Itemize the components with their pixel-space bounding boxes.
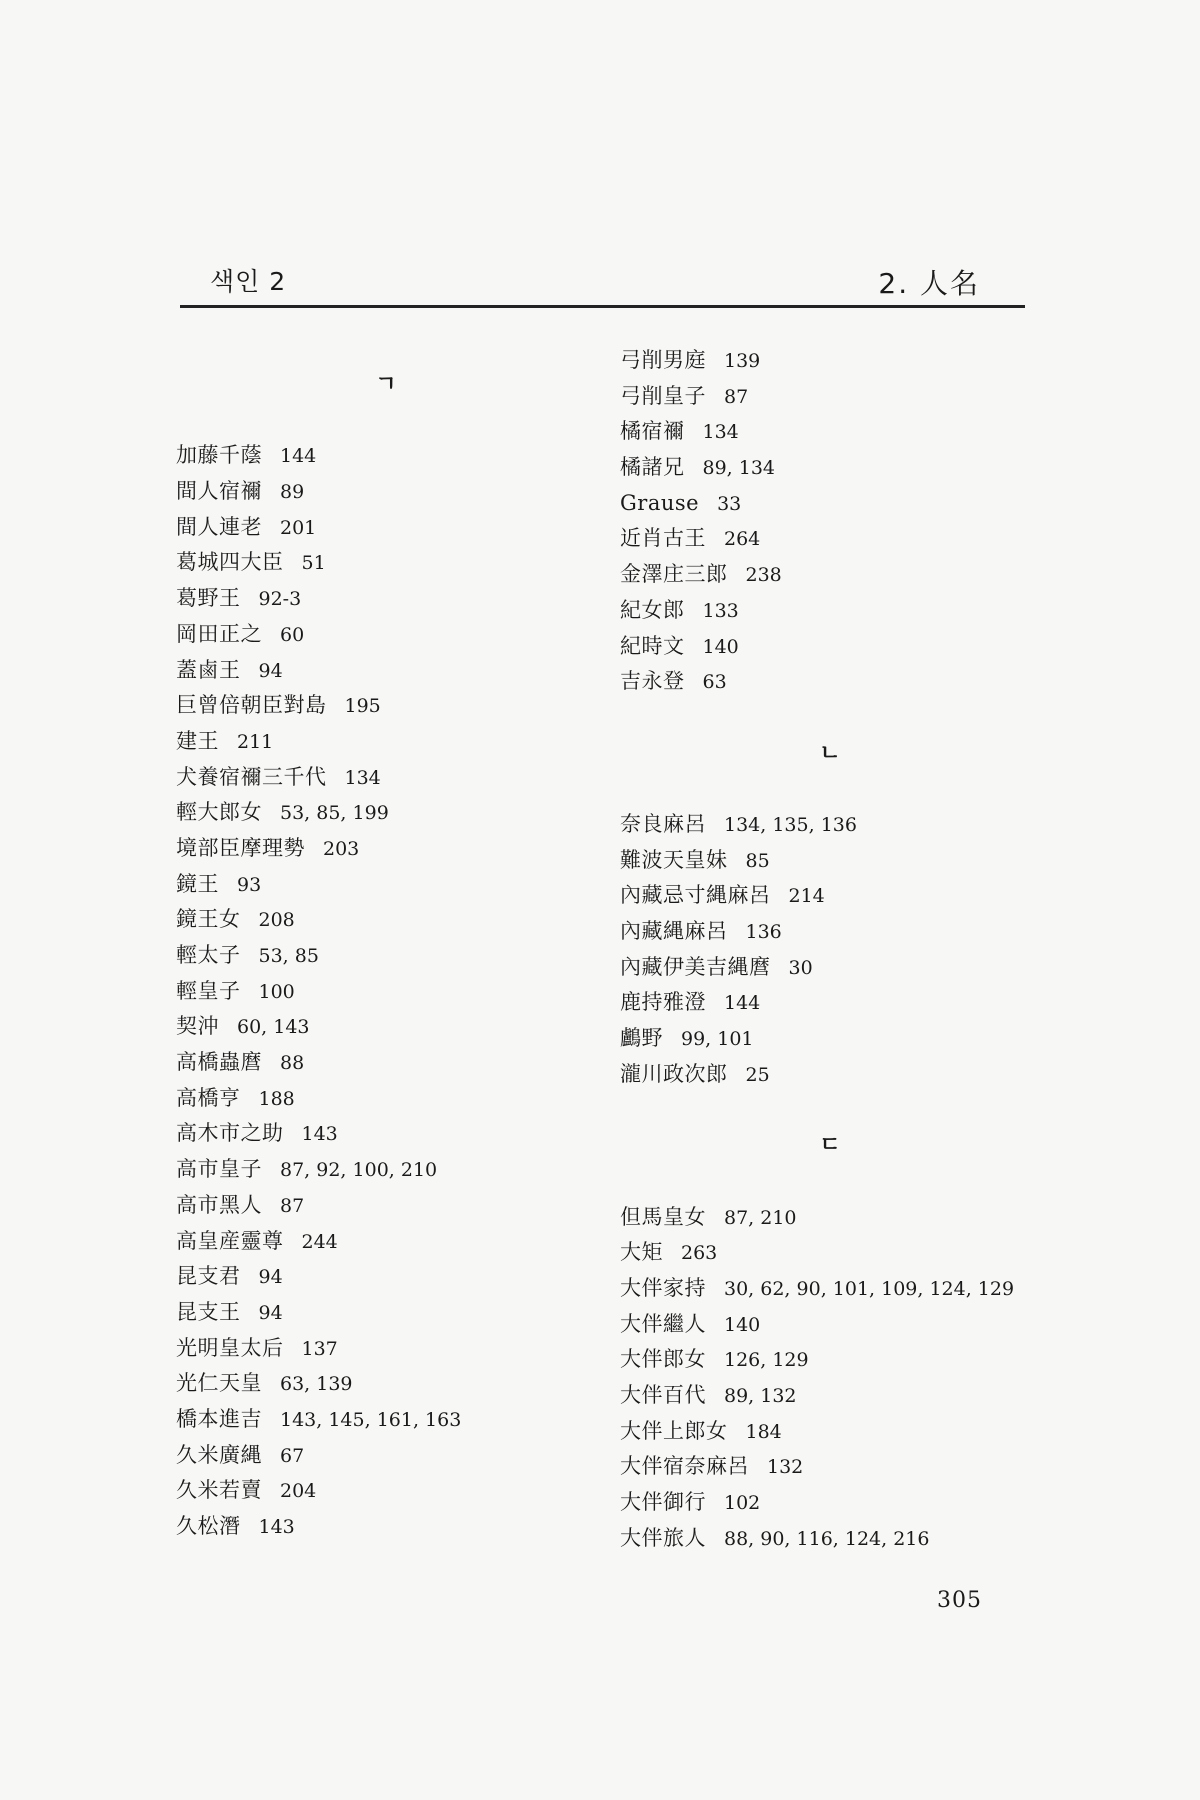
entry-name: 高皇産靈尊 [176,1228,284,1253]
index-entry [176,1152,596,1188]
entry-pages: 89, 134 [702,457,776,480]
entry-name: 鹿持雅澄 [620,990,706,1015]
entry-name: 吉永登 [620,669,685,694]
index-entry [620,486,1040,522]
page-number: 305 [937,1588,982,1613]
entry-pages: 30 [788,956,813,979]
index-entry [176,902,596,938]
index-entry [176,760,596,796]
index-entry [176,1081,596,1117]
entry-name: 光仁天皇 [176,1371,262,1396]
index-entry [620,557,1040,593]
index-entry [176,1473,596,1509]
entry-pages: 203 [323,837,360,860]
entry-pages: 244 [301,1230,338,1253]
entry-pages: 134 [702,421,739,444]
index-entry [176,510,596,546]
entry-pages: 140 [702,635,739,658]
entry-pages: 94 [258,659,283,682]
entry-pages: 87, 210 [724,1206,797,1229]
index-entry [176,938,596,974]
entry-name: 橘諸兄 [620,455,685,480]
entry-pages: 263 [681,1242,718,1265]
entry-pages: 188 [258,1087,295,1110]
entry-pages: 99, 101 [681,1028,754,1051]
index-entry [176,545,596,581]
entry-pages: 208 [258,909,295,932]
entry-name: 鏡王 [176,871,219,896]
index-entry [176,617,596,653]
right-entry-list-g [620,343,1040,700]
entry-pages: 63 [702,671,727,694]
index-entry [176,831,596,867]
entry-name: 高市皇子 [176,1157,262,1182]
index-entry [620,379,1040,415]
index-entry [176,1402,596,1438]
section-heading-g: ㄱ [375,372,397,397]
index-entry [176,1259,596,1295]
running-header-right: 2. 人名 [878,267,980,300]
entry-pages: 88 [280,1052,305,1075]
index-entry [620,914,1040,950]
entry-pages: 144 [280,445,317,468]
entry-pages: 126, 129 [724,1349,809,1372]
entry-name: 近肖古王 [620,526,706,551]
entry-name: 境部臣摩理勢 [176,835,305,860]
entry-pages: 136 [745,921,782,943]
entry-pages: 139 [724,350,761,372]
index-entry [176,1009,596,1045]
entry-pages: 60 [280,623,305,646]
entry-pages: 264 [724,528,761,551]
entry-name: 高橋蟲麿 [176,1050,262,1075]
entry-name: 大伴旅人 [620,1525,706,1550]
entry-pages: 201 [280,516,317,539]
entry-name: 弓削男庭 [620,348,706,372]
entry-name: 建王 [176,728,219,753]
entry-pages: 30, 62, 90, 101, 109, 124, 129 [724,1277,1015,1300]
entry-pages: 53, 85, 199 [280,802,389,825]
entry-name: 蓋鹵王 [176,657,241,682]
index-entry [176,1224,596,1260]
section-heading-n: ㄴ [819,740,841,766]
index-entry [176,581,596,617]
index-entry [620,1414,1040,1450]
entry-name: 昆支王 [176,1299,241,1324]
entry-name: 岡田正之 [176,621,262,646]
index-entry [176,1366,596,1402]
entry-name: 大伴郎女 [620,1347,706,1372]
index-entry [620,664,1040,700]
entry-pages: 195 [344,695,381,718]
section-spacer [620,1092,1040,1128]
entry-name: 大伴繼人 [620,1311,706,1336]
entry-name: 間人宿禰 [176,479,262,504]
index-entry [176,438,596,474]
index-entry [620,985,1040,1021]
entry-name: Grause [620,490,700,515]
entry-name: 高木市之助 [176,1121,284,1146]
index-entry [620,414,1040,450]
index-entry [620,843,1040,879]
section-spacer [620,700,1040,736]
index-entry [620,1342,1040,1378]
entry-pages: 53, 85 [258,945,319,967]
index-entry [620,593,1040,629]
index-entry [176,1331,596,1367]
entry-pages: 33 [717,492,742,515]
entry-pages: 94 [258,1266,283,1289]
left-entry-list [176,438,596,1544]
entry-pages: 134 [344,766,381,789]
index-entry [176,1045,596,1081]
entry-name: 內藏忌寸縄麻呂 [620,883,771,908]
index-entry [620,1521,1040,1557]
entry-name: 葛城四大臣 [176,550,284,575]
entry-pages: 87 [724,385,749,408]
entry-name: 輕皇子 [176,978,241,1003]
index-entry [620,1378,1040,1414]
entry-name: 犬養宿禰三千代 [176,764,327,789]
entry-pages: 143 [258,1516,295,1538]
index-entry [620,1449,1040,1485]
entry-name: 大伴宿奈麻呂 [620,1454,749,1479]
entry-pages: 63, 139 [280,1373,353,1396]
index-entry [176,1116,596,1152]
index-entry [176,474,596,510]
index-entry [176,688,596,724]
entry-pages: 184 [745,1420,782,1443]
entry-name: 輕太子 [176,943,241,967]
entry-pages: 88, 90, 116, 124, 216 [724,1527,930,1550]
entry-pages: 214 [788,885,825,908]
header-rule [180,305,1025,308]
index-entry [620,950,1040,986]
entry-name: 葛野王 [176,586,241,611]
entry-pages: 87 [280,1194,305,1217]
entry-pages: 144 [724,992,761,1015]
entry-name: 內藏縄麻呂 [620,919,728,943]
entry-name: 內藏伊美吉縄麿 [620,954,771,979]
entry-pages: 238 [745,564,782,587]
running-header-left: 색인 2 [210,267,287,296]
entry-pages: 51 [301,552,326,575]
index-entry [176,1188,596,1224]
index-entry [176,1509,596,1545]
right-index-column [620,343,1040,1556]
entry-pages: 89 [280,481,305,504]
entry-name: 橘宿禰 [620,419,685,444]
left-index-column [176,367,596,1545]
section-spacer [620,771,1040,807]
entry-name: 昆支君 [176,1264,241,1289]
index-entry [620,629,1040,665]
entry-pages: 132 [767,1456,804,1479]
entry-pages: 100 [258,980,295,1003]
entry-name: 橋本進吉 [176,1406,262,1431]
index-entry [176,1295,596,1331]
entry-pages: 60, 143 [237,1016,310,1039]
index-entry [620,450,1040,486]
index-entry [176,795,596,831]
entry-pages: 134, 135, 136 [724,813,857,836]
entry-pages: 211 [237,730,274,753]
entry-name: 金澤庄三郎 [620,562,728,587]
entry-name: 間人連老 [176,514,262,539]
index-entry [176,974,596,1010]
entry-name: 紀女郎 [620,597,685,622]
section-spacer [620,1164,1040,1200]
index-entry [620,1307,1040,1343]
section-spacer [176,403,596,439]
entry-name: 契沖 [176,1014,219,1039]
index-entry [176,724,596,760]
entry-pages: 102 [724,1492,761,1514]
index-entry [620,1200,1040,1236]
entry-pages: 85 [745,849,770,872]
right-entry-list-d [620,1200,1040,1557]
entry-name: 輕大郎女 [176,800,262,825]
index-entry [176,653,596,689]
index-entry [620,1021,1040,1057]
entry-name: 高橋亨 [176,1085,241,1110]
entry-name: 大伴上郎女 [620,1418,728,1443]
right-entry-list-n [620,807,1040,1093]
entry-pages: 140 [724,1313,761,1336]
entry-name: 奈良麻呂 [620,811,706,836]
entry-pages: 143 [301,1123,338,1146]
index-entry [620,1057,1040,1093]
entry-name: 加藤千蔭 [176,443,262,468]
index-entry [620,521,1040,557]
entry-name: 久米廣縄 [176,1442,262,1467]
section-heading-d: ㄷ [819,1133,841,1159]
entry-name: 大伴百代 [620,1382,706,1407]
index-entry [620,343,1040,379]
index-entry [620,1485,1040,1521]
entry-name: 瀧川政次郎 [620,1061,728,1086]
entry-name: 紀時文 [620,633,685,658]
entry-pages: 137 [301,1337,338,1360]
entry-pages: 94 [258,1301,283,1324]
entry-pages: 204 [280,1480,317,1503]
entry-name: 巨曾倍朝臣對島 [176,693,327,718]
index-entry [620,878,1040,914]
entry-name: 久米若賣 [176,1478,262,1503]
entry-pages: 25 [745,1063,770,1086]
entry-name: 久松潛 [176,1514,241,1538]
entry-pages: 93 [237,873,262,896]
entry-name: 鏡王女 [176,907,241,932]
entry-pages: 92-3 [258,588,302,611]
index-entry [176,867,596,903]
entry-name: 大伴家持 [620,1275,706,1300]
index-entry [620,1271,1040,1307]
entry-name: 但馬皇女 [620,1204,706,1229]
entry-name: 難波天皇妹 [620,847,728,872]
index-entry [620,807,1040,843]
entry-name: 高市黑人 [176,1192,262,1217]
entry-name: 光明皇太后 [176,1335,284,1360]
entry-pages: 87, 92, 100, 210 [280,1159,438,1182]
entry-name: 大伴御行 [620,1490,706,1514]
index-entry [620,1235,1040,1271]
entry-pages: 133 [702,599,739,622]
entry-pages: 89, 132 [724,1384,797,1407]
entry-name: 鸕野 [620,1026,663,1051]
entry-pages: 143, 145, 161, 163 [280,1408,462,1431]
entry-name: 弓削皇子 [620,383,706,408]
entry-name: 大矩 [620,1240,663,1265]
entry-pages: 67 [280,1444,305,1467]
index-entry [176,1438,596,1474]
